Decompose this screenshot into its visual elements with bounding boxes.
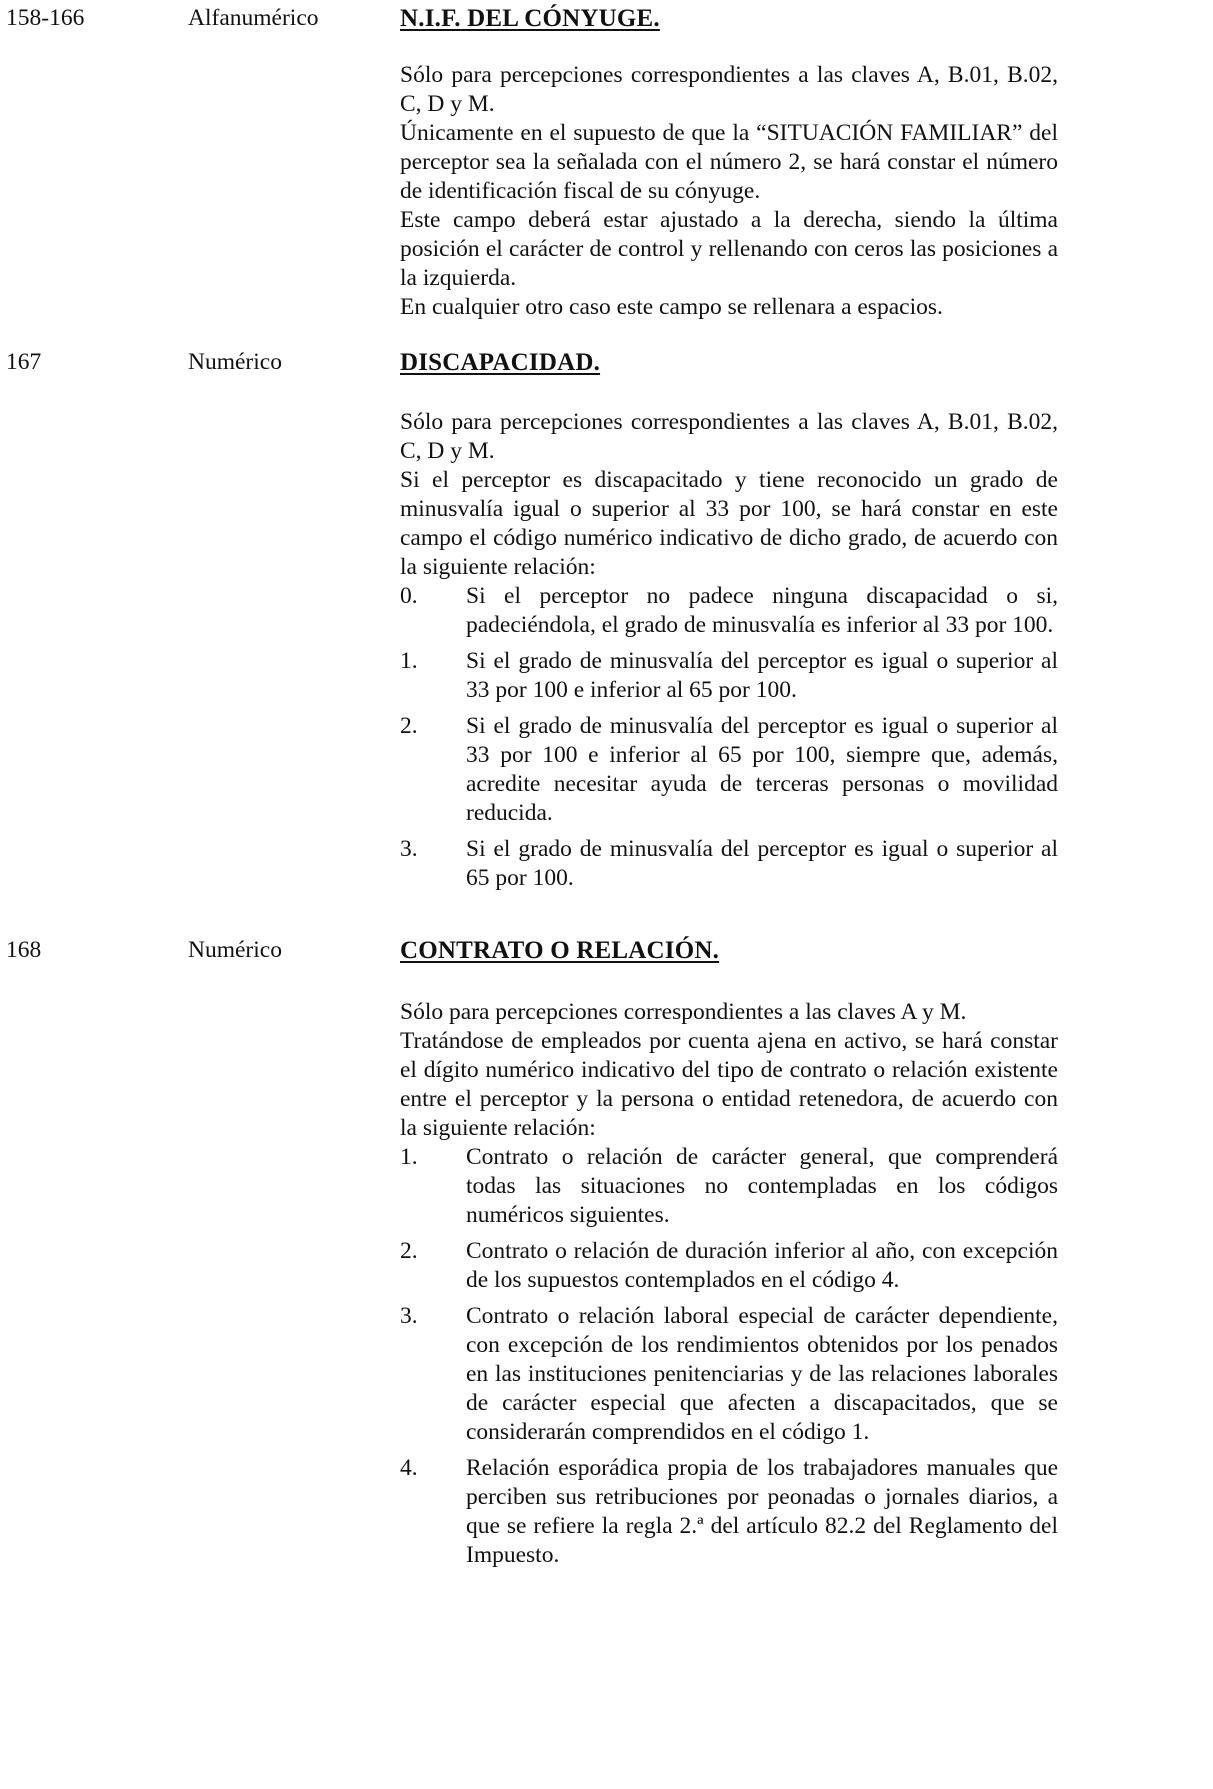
field-type: Numérico xyxy=(188,937,282,963)
list-item xyxy=(400,1237,1058,1295)
list-item-number: 3. xyxy=(400,836,418,862)
paragraph: Sólo para percepciones correspondientes a las claves A, B.01, B.02, C, D y M. xyxy=(400,409,1058,464)
field-position: 158-166 xyxy=(6,5,85,31)
field-type: Numérico xyxy=(188,349,282,375)
field-title: DISCAPACIDAD. xyxy=(400,349,601,376)
field-title: N.I.F. DEL CÓNYUGE. xyxy=(400,5,660,32)
list-item-number: 2. xyxy=(400,1238,418,1264)
list-item-text: Si el grado de minusvalía del perceptor es igual o superior al 65 por 100. xyxy=(466,836,1058,891)
field-description xyxy=(400,998,1058,1570)
list-item xyxy=(400,582,1058,640)
paragraph: Si el perceptor es discapacitado y tiene reconocido un grado de minusvalía igual o superior al 33 por 100, se hará constar en este campo el código numérico indicativo de dicho grado, de acuerdo con la siguiente relación: xyxy=(400,467,1058,580)
list-item-text: Si el perceptor no padece ninguna discapacidad o si, padeciéndola, el grado de minusvalía es inferior al 33 por 100. xyxy=(466,583,1058,638)
list-item-number: 3. xyxy=(400,1303,418,1329)
list-item xyxy=(400,1302,1058,1447)
list-item-number: 4. xyxy=(400,1455,418,1481)
list-item-text: Si el grado de minusvalía del perceptor es igual o superior al 33 por 100 e inferior al 65 por 100, siempre que, además, acredite necesitar ayuda de terceras personas o movilidad reducida. xyxy=(466,713,1058,826)
paragraph: Tratándose de empleados por cuenta ajena en activo, se hará constar el dígito numérico indicativo del tipo de contrato o relación existente entre el perceptor y la persona o entidad retenedora, de acuerdo con la siguiente relación: xyxy=(400,1028,1058,1141)
list-item-text: Contrato o relación laboral especial de carácter dependiente, con excepción de los rendimientos obtenidos por los penados en las instituciones penitenciarias y de las relaciones laborales de carácter especial que afecten a discapacitados, que se considerarán comprendidos en el código 1. xyxy=(466,1303,1058,1445)
list-item xyxy=(400,1454,1058,1570)
list-item-text: Contrato o relación de carácter general, que comprenderá todas las situaciones no contempladas en los códigos numéricos siguientes. xyxy=(466,1144,1058,1228)
paragraph: Únicamente en el supuesto de que la “SITUACIÓN FAMILIAR” del perceptor sea la señalada con el número 2, se hará constar el número de identificación fiscal de su cónyuge. xyxy=(400,120,1058,204)
list-item-number: 1. xyxy=(400,648,418,674)
field-title: CONTRATO O RELACIÓN. xyxy=(400,937,720,964)
paragraph: En cualquier otro caso este campo se rellenara a espacios. xyxy=(400,294,943,320)
list-item-text: Relación esporádica propia de los trabajadores manuales que perciben sus retribuciones por peonadas o jornales diarios, a que se refiere la regla 2.ª del artículo 82.2 del Reglamento del Impuesto. xyxy=(466,1455,1058,1568)
list-item xyxy=(400,835,1058,893)
list-item-number: 1. xyxy=(400,1144,418,1170)
field-position: 167 xyxy=(6,349,42,375)
paragraph: Este campo deberá estar ajustado a la derecha, siendo la última posición el carácter de control y rellenando con ceros las posiciones a la izquierda. xyxy=(400,207,1058,291)
field-description xyxy=(400,408,1058,893)
paragraph: Sólo para percepciones correspondientes a las claves A, B.01, B.02, C, D y M. xyxy=(400,62,1058,117)
list-item-number: 0. xyxy=(400,583,418,609)
field-description xyxy=(400,61,1058,322)
field-type: Alfanumérico xyxy=(188,5,319,31)
paragraph: Sólo para percepciones correspondientes a las claves A y M. xyxy=(400,999,967,1025)
list-item-number: 2. xyxy=(400,713,418,739)
list-item xyxy=(400,712,1058,828)
list-item xyxy=(400,647,1058,705)
list-item xyxy=(400,1143,1058,1230)
field-position: 168 xyxy=(6,937,42,963)
list-item-text: Si el grado de minusvalía del perceptor es igual o superior al 33 por 100 e inferior al 65 por 100. xyxy=(466,648,1058,703)
list-item-text: Contrato o relación de duración inferior al año, con excepción de los supuestos contemplados en el código 4. xyxy=(466,1238,1058,1293)
